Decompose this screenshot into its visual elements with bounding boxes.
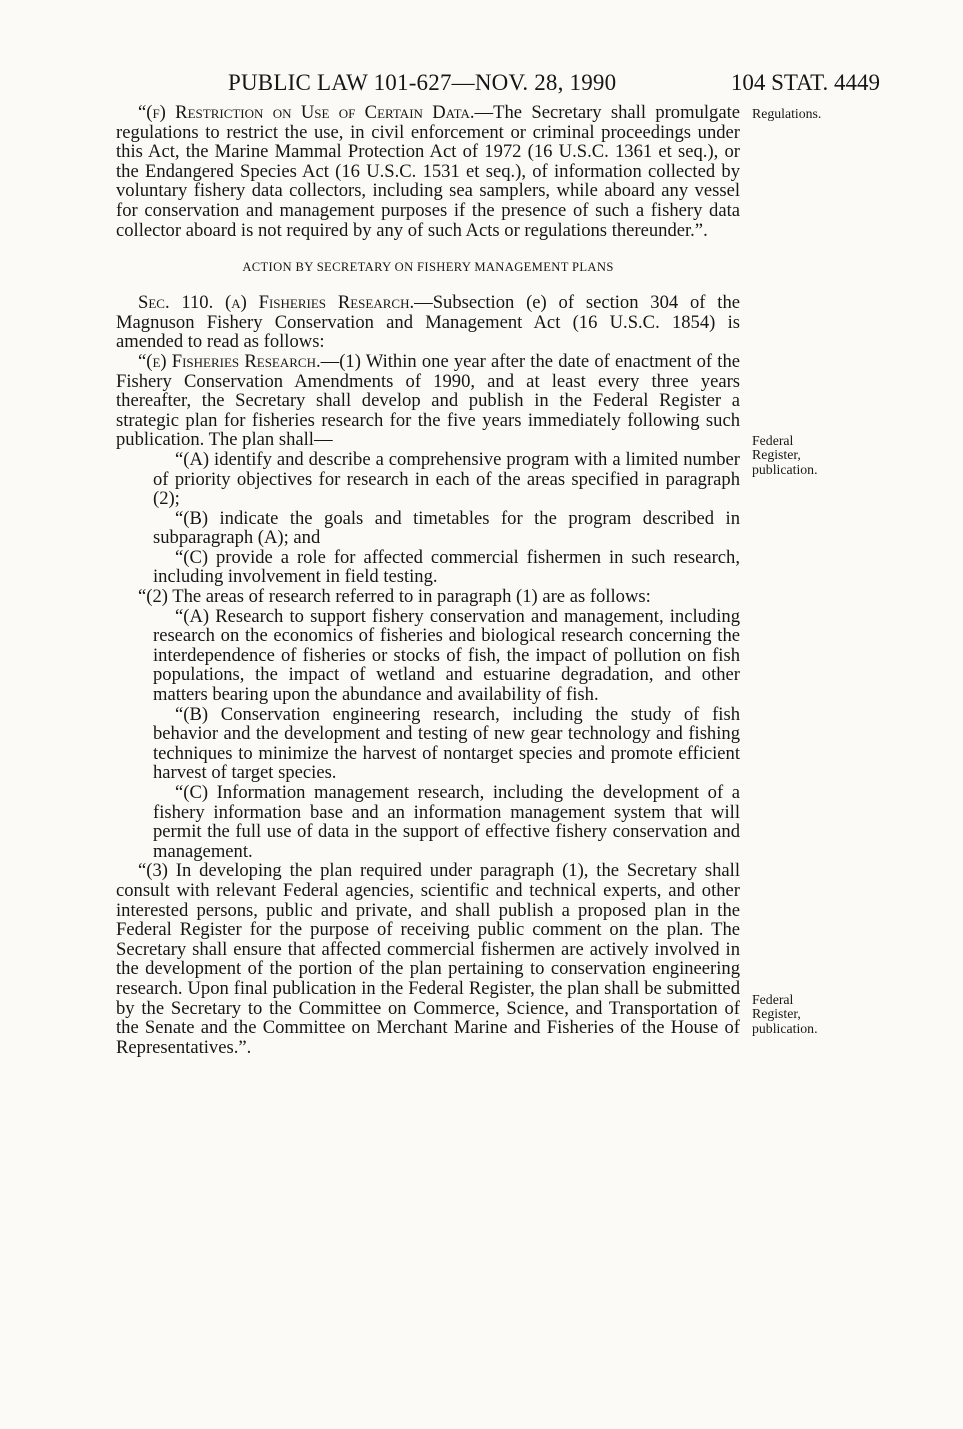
section-heading: ACTION BY SECRETARY ON FISHERY MANAGEMENT PLANS <box>242 260 614 275</box>
subsection-f-heading: “(f) Restriction on Use of Certain Data. <box>138 102 475 123</box>
subsection-f <box>116 103 740 240</box>
margin-note-federal-register-2 <box>752 993 818 1036</box>
section-110-text: —Subsection (e) of section 304 of the Magnuson Fishery Conservation and Management Act (16 U.S.C. 1854) is amended to read as follows: <box>116 292 740 353</box>
margin-note-regulations: Regulations. <box>752 106 822 121</box>
subsection-e-heading: “(e) Fisheries Research. <box>138 350 321 372</box>
margin-note-line: Register, <box>752 1006 801 1022</box>
research-area-b: “(B) Conservation engineering research, including the study of fish behavior and the development and testing of new gear technology and fishing techniques to minimize the harvest of nontarget species and promote efficient harvest of target species. <box>153 703 740 784</box>
section-110 <box>116 293 740 352</box>
margin-note-line: Federal <box>752 992 794 1007</box>
subsection-f-text: —The Secretary shall promulgate regulations to restrict the use, in civil enforcement or criminal proceedings under this Act, the Marine Mammal Protection Act of 1972 (16 U.S.C. 1361 et seq.), or the Endangered Species Act (16 U.S.C. 1531 et seq.), of information collected by voluntary fishery data collectors, including sea samplers, while aboard any vessel for conservation and management purposes if the presence of such a fishery data collector aboard is not required by any of such Acts or regulations thereunder.”. <box>116 102 740 241</box>
margin-note-line: Register, <box>752 447 801 463</box>
statute-page-number: 104 STAT. 4449 <box>730 70 880 95</box>
plan-item-c: “(C) provide a role for affected commercial fishermen in such research, including involvement in field testing. <box>153 546 740 588</box>
margin-note-line: Federal <box>752 433 794 448</box>
subsection-e <box>116 352 740 450</box>
paragraph-3: “(3) In developing the plan required under paragraph (1), the Secretary shall consult with relevant Federal agencies, scientific and technical experts, and other interested persons, public and private, and shall publish a proposed plan in the Federal Register for the purpose of receiving public comment on the plan. The Secretary shall ensure that affected commercial fishermen are actively involved in the development of the portion of the plan pertaining to conservation engineering research. Upon final publication in the Federal Register, the plan shall be submitted by the Secretary to the Committee on Commerce, Science, and Transportation of the Senate and the Committee on Merchant Marine and Fisheries of the House of Representatives.”. <box>116 860 740 1058</box>
plan-item-b: “(B) indicate the goals and timetables for the program described in subparagraph (A); and <box>153 507 740 549</box>
margin-note-line: publication. <box>752 1020 818 1036</box>
research-area-a: “(A) Research to support fishery conservation and management, including research on the economics of fisheries and biological research concerning the interdependence of fisheries or stocks of fish, the impact of pollution on fish populations, the impact of wetland and estuarine degradation, and other matters bearing upon the abundance and availability of fish. <box>153 605 740 706</box>
margin-note-federal-register-1 <box>752 434 818 477</box>
research-area-c: “(C) Information management research, including the development of a fishery information base and an information management system that will permit the full use of data in the support of effective fishery conservation and management. <box>153 782 740 862</box>
subsection-e-text: —(1) Within one year after the date of enactment of the Fishery Conservation Amendments of 1990, and at least every three years thereafter, the Secretary shall develop and publish in the Federal Register a strategic plan for fisheries research for the five years immediately following such publication. The plan shall— <box>116 350 740 451</box>
plan-item-a: “(A) identify and describe a comprehensive program with a limited number of priority objectives for research in each of the areas specified in paragraph (2); <box>153 448 740 510</box>
page-header <box>116 70 880 100</box>
section-110-label: Sec. 110. (a) Fisheries Research. <box>138 292 415 314</box>
document-body <box>116 103 740 1057</box>
public-law-citation: PUBLIC LAW 101-627—NOV. 28, 1990 <box>228 70 617 95</box>
margin-note-line: publication. <box>752 461 818 477</box>
paragraph-2-intro: “(2) The areas of research referred to in paragraph (1) are as follows: <box>138 586 651 608</box>
